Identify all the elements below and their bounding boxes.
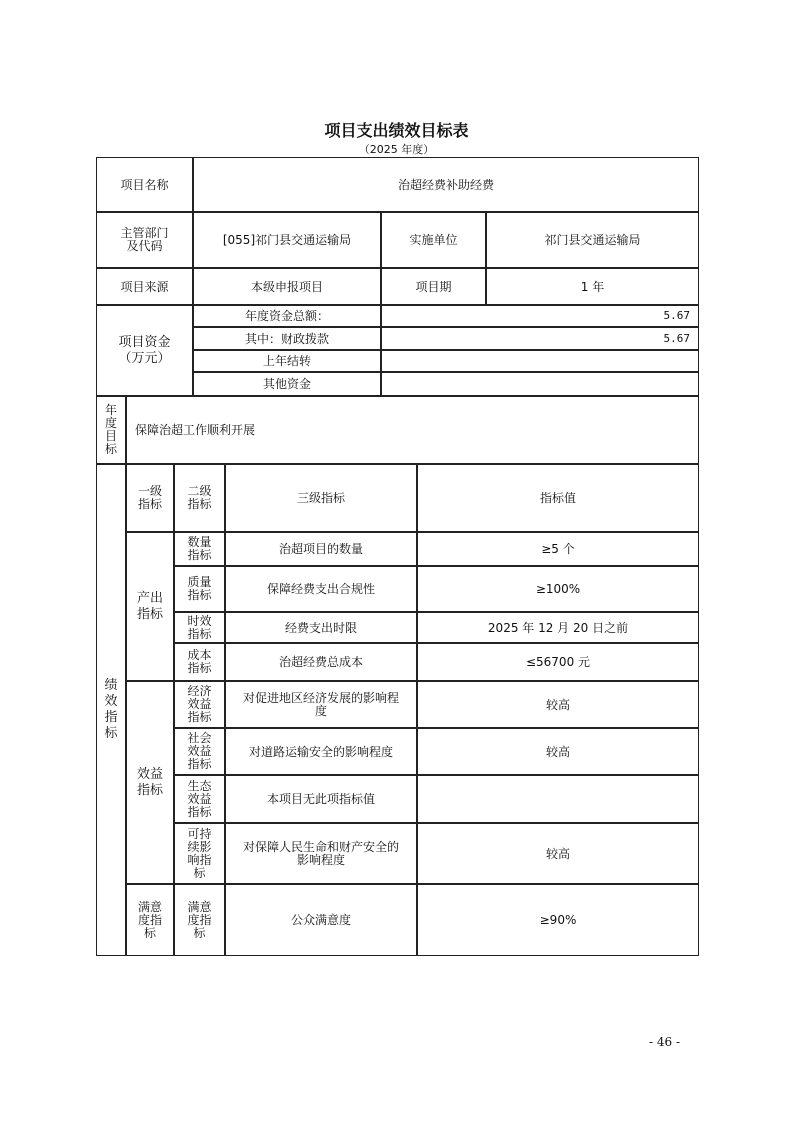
- funds-fiscal-label: 其中：财政拨款: [193, 327, 381, 350]
- benefit-row-value: [417, 775, 699, 823]
- output-row-l2: 数量 指标: [174, 532, 225, 566]
- project-name-value: 治超经费补助经费: [193, 157, 699, 212]
- satisfaction-row-value: ≥90%: [417, 884, 699, 956]
- output-row-l2: 成本 指标: [174, 643, 225, 681]
- benefit-indicator-label: 效益 指标: [126, 681, 174, 884]
- col-level2-header: 二级 指标: [174, 464, 225, 532]
- funds-fiscal-value: 5.67: [381, 327, 699, 350]
- satisfaction-row-l3: 公众满意度: [225, 884, 417, 956]
- funds-total-value: 5.67: [381, 305, 699, 327]
- indicators-side-label: 绩 效 指 标: [96, 464, 126, 956]
- benefit-row-l3: 对促进地区经济发展的影响程 度: [225, 681, 417, 728]
- source-label: 项目来源: [96, 268, 193, 305]
- col-value-header: 指标值: [417, 464, 699, 532]
- benefit-row-l3: 对道路运输安全的影响程度: [225, 728, 417, 775]
- period-value: 1 年: [486, 268, 699, 305]
- funds-carryover-value: [381, 350, 699, 372]
- funds-total-label: 年度资金总额：: [193, 305, 381, 327]
- annual-goal-label: 年 度 目 标: [96, 396, 126, 464]
- output-row-value: ≥5 个: [417, 532, 699, 566]
- benefit-row-value: 较高: [417, 681, 699, 728]
- benefit-row-l3: 对保障人民生命和财产安全的 影响程度: [225, 823, 417, 884]
- output-row-l3: 经费支出时限: [225, 612, 417, 643]
- source-value: 本级申报项目: [193, 268, 381, 305]
- output-row-value: 2025 年 12 月 20 日之前: [417, 612, 699, 643]
- impl-value: 祁门县交通运输局: [486, 212, 699, 268]
- benefit-row-l2: 经济 效益 指标: [174, 681, 225, 728]
- benefit-row-l2: 可持 续影 响指 标: [174, 823, 225, 884]
- output-row-value: ≤56700 元: [417, 643, 699, 681]
- output-row-l3: 治超经费总成本: [225, 643, 417, 681]
- fiscal-year-subtitle: （2025 年度）: [358, 143, 435, 156]
- output-row-l2: 时效 指标: [174, 612, 225, 643]
- page-title: 项目支出绩效目标表: [324, 121, 469, 140]
- benefit-row-l3: 本项目无此项指标值: [225, 775, 417, 823]
- benefit-row-l2: 生态 效益 指标: [174, 775, 225, 823]
- funds-other-value: [381, 372, 699, 396]
- funds-other-label: 其他资金: [193, 372, 381, 396]
- funds-label: 项目资金 （万元）: [96, 305, 193, 396]
- output-row-l2: 质量 指标: [174, 566, 225, 612]
- project-name-label: 项目名称: [96, 157, 193, 212]
- annual-goal-text: 保障治超工作顺利开展: [126, 396, 699, 464]
- col-level1-header: 一级 指标: [126, 464, 174, 532]
- funds-carryover-label: 上年结转: [193, 350, 381, 372]
- benefit-row-l2: 社会 效益 指标: [174, 728, 225, 775]
- output-row-l3: 治超项目的数量: [225, 532, 417, 566]
- period-label: 项目期: [381, 268, 486, 305]
- output-indicator-label: 产出 指标: [126, 532, 174, 681]
- dept-value: [055]祁门县交通运输局: [193, 212, 381, 268]
- dept-label: 主管部门 及代码: [96, 212, 193, 268]
- output-row-l3: 保障经费支出合规性: [225, 566, 417, 612]
- page-number: - 46 -: [648, 1035, 680, 1049]
- benefit-row-value: 较高: [417, 728, 699, 775]
- col-level3-header: 三级指标: [225, 464, 417, 532]
- benefit-row-value: 较高: [417, 823, 699, 884]
- satisfaction-indicator-label: 满意 度指 标: [126, 884, 174, 956]
- output-row-value: ≥100%: [417, 566, 699, 612]
- satisfaction-row-l2: 满意 度指 标: [174, 884, 225, 956]
- impl-label: 实施单位: [381, 212, 486, 268]
